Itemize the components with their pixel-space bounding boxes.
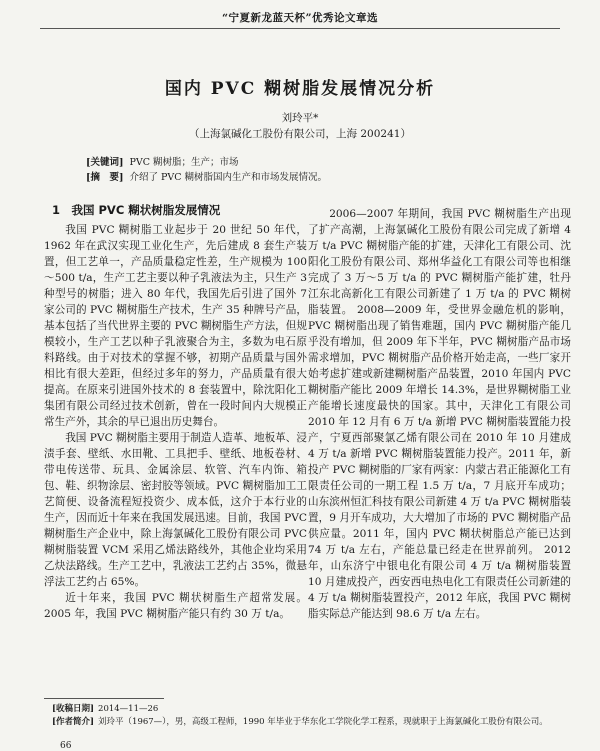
abstract-text: 介绍了 PVC 糊树脂国内生产和市场发展情况。 xyxy=(129,172,328,183)
right-column xyxy=(308,206,571,622)
body-paragraph: 我国 PVC 糊树脂主要用于制造人造革、地板革、浸渍手套、壁纸、水田靴、工具把手、壁纸、地板卷材、带电传送带、玩具、金属涂层、软管、汽车内饰、箱包、鞋、织物涂层、密封胶等领域。PVC 糊树脂加工工艺简便、设备流程短投资少、成本低，这介于本行业的生产，因而近十年来在我国发展迅速。目前，我国 PVC 糊树脂生产企业中，除上海氯碱化工股份有限公司 PVC 糊树脂装置 VCM 采用乙烯法路线外，其他企业均采用乙炔法路线。生产工艺中，乳液法工艺约占 35%，微悬浮法工艺约占 65%。 xyxy=(44,432,307,588)
header-rule xyxy=(40,28,560,29)
footnote-rule xyxy=(44,698,164,699)
body-paragraph: 我国 PVC 糊树脂工业起步于 20 世纪 50 年代，1962 年在武汉实现工业化生产，先后建成 8 套生产装置，但工艺单一，产品质量稳定性差，生产规模为 100～500 t/a，生产工艺主要以种子乳液法为主，只生产 3 种型号的树脂；进入 80 年代，我国先后引进了国外 7 家公司的 PVC 糊树脂生产技术，生产 35 种牌号产品，基本包括了当代世界主要的 PVC 糊树脂生产方法，但规模较小，生产工艺以种子乳液聚合为主，多数为电石原料路线。由于对技术的掌握不够，初期产品质量与国外相比有很大差距，但经过多年的努力，产品质量有很大提高。在原来引进国外技术的 8 套装置中，除沈阳化工集团有限公司经过技术创新，曾在一段时间内大规模正常生产外，其余的早已退出历史舞台。 xyxy=(44,224,307,428)
body-paragraph: 近十年来，我国 PVC 糊状树脂生产超常发展。 2005 年，我国 PVC 糊树脂产能只有约 30 万 t/a。 xyxy=(44,592,307,620)
article-title: 国内 PVC 糊树脂发展情况分析 xyxy=(164,79,436,99)
keywords-text: PVC 糊树脂；生产；市场 xyxy=(129,157,239,168)
body-paragraph: 2006—2007 年期间，我国 PVC 糊树脂生产出现了扩产高潮，上海氯碱化工股份有限公司完成了新增 4 万 t/a PVC 糊树脂产能的扩建，天津化工有限公司、沈阳化工股份有限公司、郑州华益化工有限公司等也相继完成了 3 万～5 万 t/a 的 PVC 糊树脂产能扩建，牡丹江东北高新化工有限公司新建了 1 万 t/a 的 PVC 糊树脂装置。 2008—2009 年，受世界金融危机的影响，PVC 糊树脂出现了销售难题，国内 PVC 糊树脂产能几乎没有增加，但 2009 年下半年，PVC 糊树脂产品市场需求增加，PVC 糊树脂产品价格开始走高，一些厂家开始考虑扩建或新建糊树脂产品装置，2010 年国内 PVC 糊树脂产能比 2009 年增长 14.3%，是世界糊树脂工业产能增长速度最快的国家。其中，天津化工有限公司 2010 年 12 月有 6 万 t/a 新增 PVC 糊树脂装置能力投产，宁夏西部聚氯乙烯有限公司在 2010 年 10 月建成 4 万 t/a 新增 PVC 糊树脂装置能力投产。2011 年，新投产 PVC 糊树脂的厂家有两家：内蒙古君正能源化工有限责任公司的一期工程 1.5 万 t/a，7 月底开车成功；山东滨州恒汇科技有限公司新建 4 万 t/a PVC 糊树脂装置，9 月开车成功，大大增加了市场的 PVC 糊树脂产品供应量。2011 年，国内 PVC 糊状树脂总产能已达到 74 万 t/a 左右，产能总量已经走在世界前列。 2012 年，山东济宁中银电化有限公司 4 万 t/a 糊树脂装置 10 月建成投产，西安西电热电化工有限责任公司新建的 4 万 t/a 糊树脂装置投产，2012 年底，我国 PVC 糊树脂实际总产能达到 98.6 万 t/a 左右。 xyxy=(308,208,571,620)
page-number: 66 xyxy=(60,741,72,751)
footnote-author-bio xyxy=(52,716,552,728)
footnote-received xyxy=(52,703,552,715)
running-header: “宁夏新龙蓝天杯”优秀论文章选 xyxy=(221,12,379,24)
abstract-row xyxy=(86,170,546,185)
keywords-row xyxy=(86,155,546,170)
abstract-label: [摘 要] xyxy=(86,172,124,183)
author-bio-text: 刘玲平（1967—），男，高级工程师，1990 年毕业于华东化工学院化学工程系，现就职于上海氯碱化工股份有限公司。 xyxy=(98,717,548,727)
section-heading: 1 我国 PVC 糊状树脂发展情况 xyxy=(52,203,221,217)
keywords-abstract-block xyxy=(86,155,546,185)
author-name: 刘玲平* xyxy=(281,112,319,124)
left-column xyxy=(44,202,307,622)
received-date: 2014—11—26 xyxy=(98,704,159,714)
author-affiliation: （上海氯碱化工股份有限公司，上海 200241） xyxy=(189,128,411,140)
keywords-label: [关键词] xyxy=(86,157,124,168)
author-bio-label: [作者简介] xyxy=(52,717,95,727)
received-label: [收稿日期] xyxy=(52,704,95,714)
